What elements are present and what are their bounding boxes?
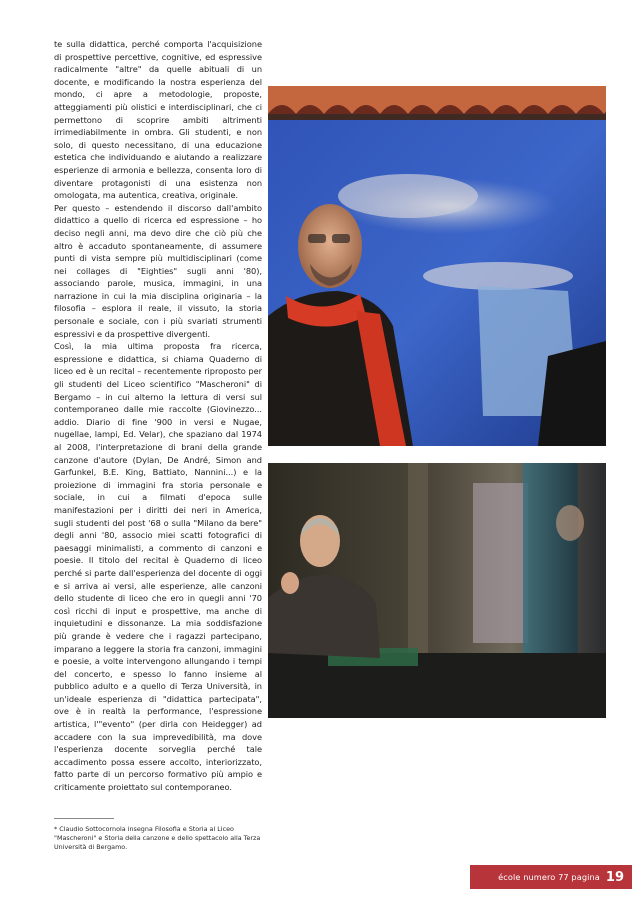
- article-paragraph-2: Per questo – estendendo il discorso dall'ambito didattico a quello di ricerca ed espressione – ho deciso negli anni, ma devo dire che ciò più che altro è accaduto spontaneamente, di assumere punti di vista sempre più multidisciplinari (come nei collages di "Eighties" sugli anni '80), associando parole, musica, immagini, in una narrazione in cui la mia disciplina originaria – la filosofia – esplora il reale, il vissuto, la storia personale e sociale, con i più svariati strumenti espressivi e da prospettive divergenti.: [54, 202, 262, 339]
- recital-photo: [268, 463, 606, 718]
- page-footer-bar: [470, 865, 632, 889]
- article-paragraph-1: te sulla didattica, perché comporta l'acquisizione di prospettive percettive, cognitive, ed espressive radicalmente "altre" da quelle abituali di un docente, e modificando la nostra esperienza del mondo, ci apre a metodologie, proposte, atteggiamenti più olistici e interdisciplinari, che ci permettono di scoprire ambiti altrimenti irrimediabilmente in ombra. Gli studenti, e non solo, di questo necessitano, di una educazione estetica che individuando e aiutando a realizzare esperienze di armonia e bellezza, consenta loro di diventare protagonisti di una esistenza non omologata, ma autentica, creativa, originale.: [54, 39, 262, 201]
- author-footnote: * Claudio Sottocornola insegna Filosofia e Storia al Liceo "Mascheroni" e Storia della canzone e dello spettacolo alla Terza Università di Bergamo.: [54, 825, 261, 852]
- footnote-divider: [54, 818, 114, 819]
- portrait-photo-mural: [268, 86, 606, 446]
- article-body: [54, 38, 262, 794]
- page-number: 19: [605, 869, 624, 885]
- footer-magazine-label: école numero 77 pagina: [498, 872, 600, 882]
- article-paragraph-3: Così, la mia ultima proposta fra ricerca, espressione e didattica, si chiama Quaderno di liceo ed è un recital – recentemente riproposto per gli studenti del Liceo scientifico "Mascheroni" di Bergamo – in cui alterno la lettura di versi sul contemporaneo dalle mie raccolte (Giovinezzo... addio. Diario di fine '900 in versi e Nugae, nugellae, lampi, Ed. Velar), che spaziano dal 1974 al 2008, l'interpretazione di brani della grande canzone d'autore (Dylan, De André, Simon and Garfunkel, B.E. King, Battiato, Nannini...) e la proiezione di immagini fra storia personale e sociale, in cui a filmati d'epoca sulle manifestazioni per i diritti dei neri in America, sugli studenti del post '68 o sulla "Milano da bere" degli anni '80, associo miei scatti fotografici di paesaggi minimalisti, a commento di canzoni e poesie. Il titolo del recital è Quaderno di liceo perché si parte dall'esperienza del docente di oggi e si arriva ai versi, alle esperienze, alle canzoni dello studente di liceo che ero in quegli anni '70 così ricchi di input e prospettive, ma anche di inquietudini e dissonanze. La mia soddisfazione più grande è vedere che i ragazzi partecipano, imparano a leggere la storia fra canzoni, immagini e poesie, a volte intervengono allungando i tempi del concerto, e spesso lo fanno insieme al pubblico adulto e a quello di Terza Università, in un'ideale esperienza di "didattica partecipata", ove è in realtà la performance, l'espressione artistica, l'"evento" (per dirla con Heidegger) ad accadere con la sua imprevedibilità, ma dove l'esperienza docente sorveglia perché tale accadimento possa essere accolto, interiorizzato, fatto parte di un percorso formativo più ampio e criticamente proiettato sul contemporaneo.: [54, 341, 262, 793]
